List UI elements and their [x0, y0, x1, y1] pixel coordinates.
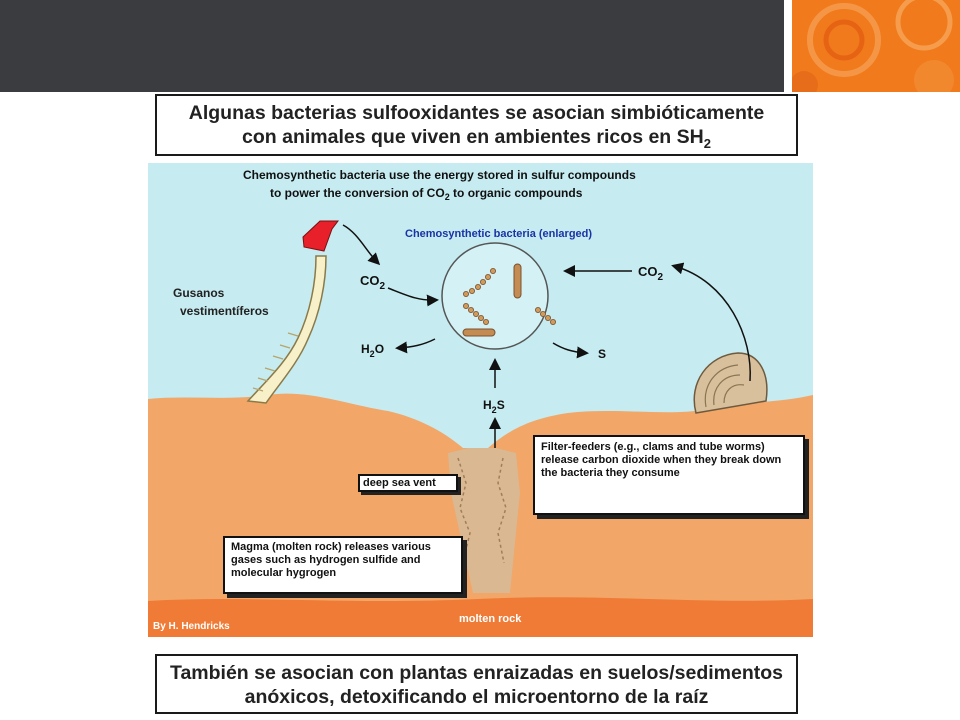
- worm-label-line-2: vestimentíferos: [180, 304, 269, 318]
- co2-left-label: $CO_2$: [360, 273, 386, 292]
- bottom-caption-line-1: También se asocian con plantas enraizadas en suelos/sedimentos: [169, 662, 784, 684]
- diagram-title-line-1: Chemosynthetic bacteria use the energy stored in sulfur compounds: [243, 168, 636, 182]
- rod-bacterium: [463, 329, 495, 336]
- slide-header-bar: [0, 0, 960, 92]
- molten-rock-label: molten rock: [459, 613, 522, 625]
- header-divider: [784, 0, 792, 92]
- co2-right-label: $CO_2$: [638, 264, 664, 283]
- h2o-label: $H_2O$: [361, 342, 385, 359]
- bottom-caption-box: [155, 654, 798, 714]
- worm-label-line-1: Gusanos: [173, 286, 225, 300]
- h2s-label: $H_2S$: [483, 398, 505, 415]
- magma-label: Magma (molten rock) releases various gases such as hydrogen sulfide and molecular hygrogen: [223, 536, 463, 594]
- chemosynthesis-diagram: [148, 163, 813, 637]
- deep-sea-vent-label: deep sea vent: [358, 474, 458, 492]
- top-caption-line-2: [157, 125, 796, 156]
- credit-label: By H. Hendricks: [153, 621, 230, 632]
- header-accent-decoration: [784, 0, 960, 92]
- top-caption-subscript: 2: [703, 135, 711, 151]
- bottom-caption-line-2: anóxicos, detoxificando el microentorno de la raíz: [244, 686, 709, 708]
- rod-bacterium: [514, 264, 521, 298]
- diagram-title-line-2: to power the conversion of $CO_2$ to organic compounds: [270, 186, 583, 202]
- top-caption-line-2-text: con animales que viven en ambientes ricos en SH: [242, 126, 704, 148]
- sulfur-label: S: [598, 347, 607, 361]
- filter-feeders-label: Filter-feeders (e.g., clams and tube worms) release carbon dioxide when they break down the bacteria they consume: [533, 435, 805, 515]
- bacteria-enlarged-label: Chemosynthetic bacteria (enlarged): [405, 228, 593, 240]
- top-caption-box: [155, 94, 798, 156]
- top-caption-line-1: Algunas bacterias sulfooxidantes se asocian simbióticamente: [188, 102, 765, 124]
